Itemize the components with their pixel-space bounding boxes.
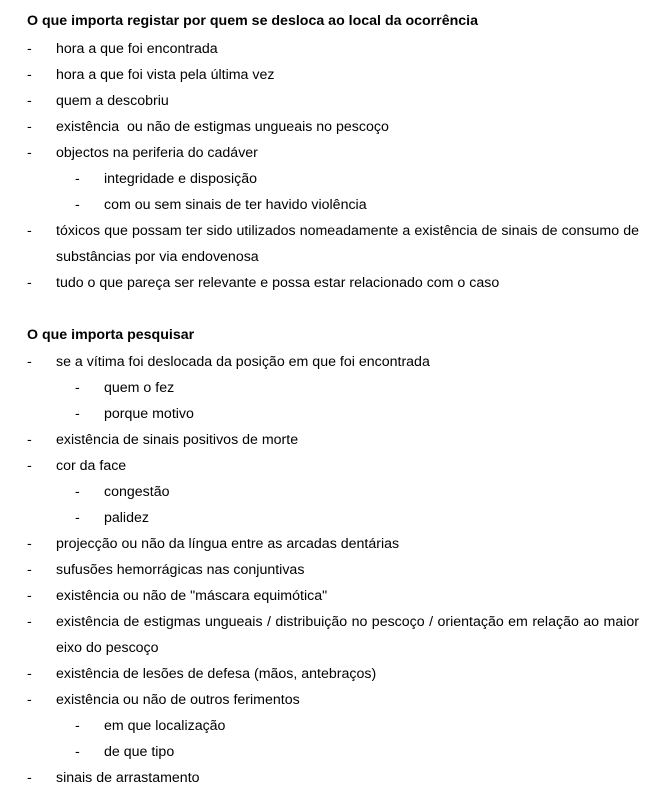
list-dash: - <box>27 354 32 370</box>
list-item-text: com ou sem sinais de ter havido violência <box>104 197 367 213</box>
list-item-text: existência de sinais positivos de morte <box>56 432 299 448</box>
list-dash: - <box>75 197 80 213</box>
list-dash: - <box>27 692 32 708</box>
list-dash: - <box>75 744 80 760</box>
list-item-text: tóxicos que possam ter sido utilizados nomeadamente a existência de sinais de consumo de substâncias por via endovenosa <box>56 223 639 265</box>
list-dash: - <box>27 666 32 682</box>
list-dash: - <box>27 432 32 448</box>
list-item-text: hora a que foi vista pela última vez <box>56 67 275 83</box>
list-item-text: hora a que foi encontrada <box>56 41 218 57</box>
list-dash: - <box>27 536 32 552</box>
list-dash: - <box>27 458 32 474</box>
list-item-text: objectos na periferia do cadáver <box>56 145 258 161</box>
list-dash: - <box>27 67 32 83</box>
list-dash: - <box>75 510 80 526</box>
list-item-text: existência de lesões de defesa (mãos, antebraços) <box>56 666 377 682</box>
list-dash: - <box>27 41 32 57</box>
list-dash: - <box>27 562 32 578</box>
list-dash: - <box>27 588 32 604</box>
list-dash: - <box>75 171 80 187</box>
list-dash: - <box>75 380 80 396</box>
list-item-text: existência ou não de outros ferimentos <box>56 692 300 708</box>
list-item-text: sufusões hemorrágicas nas conjuntivas <box>56 562 305 578</box>
list-item-text: congestão <box>104 484 170 500</box>
list-item-text: existência de estigmas ungueais / distribuição no pescoço / orientação em relação ao maior eixo do pescoço <box>56 614 639 656</box>
section-heading-registar: O que importa registar por quem se desloca ao local da ocorrência <box>27 13 478 29</box>
list-dash: - <box>27 275 32 291</box>
list-dash: - <box>27 223 32 239</box>
list-dash: - <box>27 770 32 786</box>
list-dash: - <box>75 484 80 500</box>
list-item-text: palidez <box>104 510 149 526</box>
list-item-text: sinais de arrastamento <box>56 770 200 786</box>
list-item-text: se a vítima foi deslocada da posição em que foi encontrada <box>56 354 430 370</box>
list-dash: - <box>27 614 32 630</box>
list-dash: - <box>27 93 32 109</box>
list-dash: - <box>75 718 80 734</box>
list-item-text: de que tipo <box>104 744 175 760</box>
list-item-text: porque motivo <box>104 406 194 422</box>
list-item-text: quem a descobriu <box>56 93 169 109</box>
list-item-text: existência ou não de estigmas ungueais no pescoço <box>56 119 389 135</box>
list-item-text: tudo o que pareça ser relevante e possa estar relacionado com o caso <box>56 275 500 291</box>
list-item-text: em que localização <box>104 718 226 734</box>
list-dash: - <box>27 145 32 161</box>
list-item-text: existência ou não de "máscara equimótica" <box>56 588 328 604</box>
section-heading-pesquisar: O que importa pesquisar <box>27 327 195 343</box>
list-dash: - <box>75 406 80 422</box>
list-dash: - <box>27 119 32 135</box>
list-item-text: projecção ou não da língua entre as arcadas dentárias <box>56 536 400 552</box>
list-item-text: integridade e disposição <box>104 171 258 187</box>
list-item-text: quem o fez <box>104 380 175 396</box>
list-item-text: cor da face <box>56 458 127 474</box>
